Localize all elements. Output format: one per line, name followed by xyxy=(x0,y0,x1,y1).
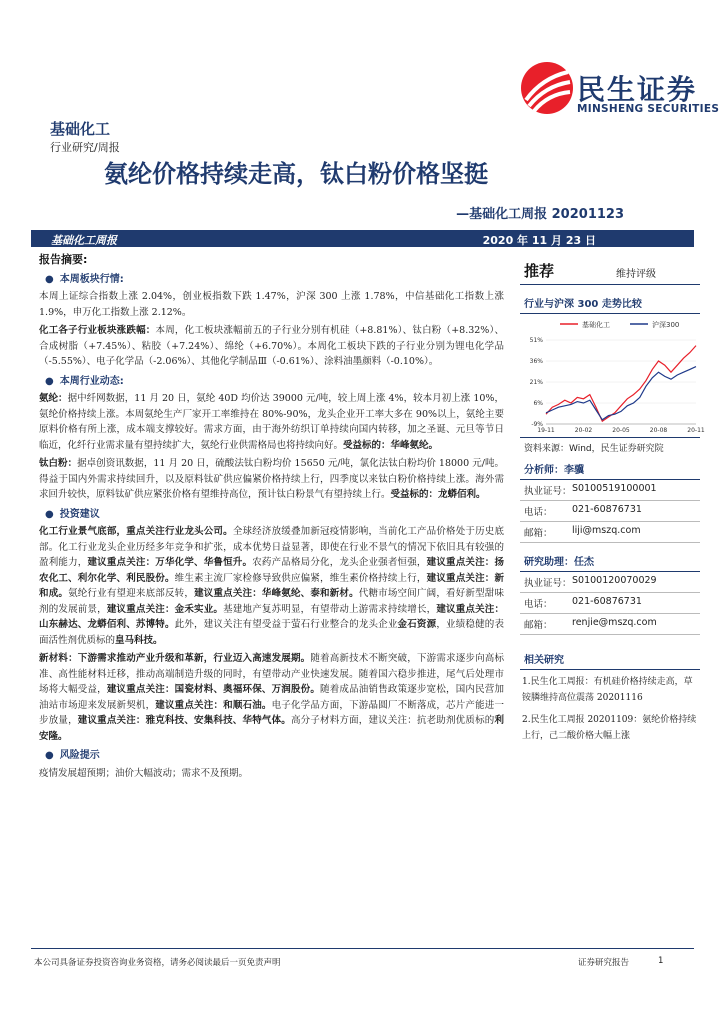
paragraph xyxy=(39,766,504,782)
bold-text: 钛白粉： xyxy=(39,458,78,469)
contact-row xyxy=(520,522,700,543)
bold-text: 受益标的：华峰氨纶。 xyxy=(343,439,439,451)
paragraph xyxy=(39,391,504,453)
paragraph xyxy=(39,456,504,503)
text-run: 农药产品格局分化，龙头企业强者恒强， xyxy=(252,557,427,568)
section-heading xyxy=(45,374,504,390)
related-research-title: 相关研究 xyxy=(520,649,700,670)
bold-text: 建议重点关注：新和成。 xyxy=(39,572,504,599)
bold-text: 受益标的：龙蟒佰利。 xyxy=(390,489,486,500)
minsheng-logo-icon xyxy=(520,60,574,116)
contact-label: 执业证号： xyxy=(524,486,572,497)
banner-report-name: 基础化工周报 xyxy=(51,234,117,247)
bold-text: 建议重点关注：万华化学、华鲁恒升。 xyxy=(87,557,253,568)
text-run: 代糖市场空间广阔，看好新型甜味剂的发展前景， xyxy=(39,588,504,615)
bold-text: 建议重点关注：和顺石油。 xyxy=(155,699,272,711)
related-report-item[interactable]: 2.民生化工周报 20201109：氨纶价格持续上行，己二酸价格大幅上涨 xyxy=(522,715,697,741)
sidebar xyxy=(520,256,705,754)
x-tick-label: 19-11 xyxy=(537,427,555,434)
related-report-item[interactable]: 1.民生化工周报：有机硅价格持续走高，草铵膦维持高位震荡 20201116 xyxy=(522,677,693,703)
section-title: 风险提示 xyxy=(59,750,100,761)
contact-label: 邮箱： xyxy=(524,528,553,539)
text-run: 全球经济放缓叠加新冠疫情影响，当前化工产品价格处于历史底部。化工行业龙头企业历经多年竞争和扩张，成本优势日益显著，即使在行业不景气的情况下依旧具有较强的盈利能力， xyxy=(39,526,504,568)
contact-value: S0100120070029 xyxy=(572,575,657,586)
bold-text: 建议重点关注：华峰氨纶、泰和新材。 xyxy=(194,588,359,599)
rating-label: 推荐 xyxy=(524,262,555,280)
bullet-icon: ● xyxy=(45,750,54,761)
text-run: 随着高新技术不断突破，下游需求逐步向高标准、高性能材料迁移，推动高端制造升级的同时，有望带动产业快速发展。随着国六稳步推进，尾气后处理市场将大幅受益， xyxy=(39,653,504,695)
contact-row xyxy=(520,614,700,635)
paragraph xyxy=(39,524,504,648)
section-title: 投资建议 xyxy=(59,508,100,520)
rating-row xyxy=(520,256,700,285)
contact-row xyxy=(520,593,700,614)
x-tick-label: 20-11 xyxy=(687,427,705,434)
bold-text: 建议重点关注：雅克科技、安集科技、华特气体。 xyxy=(77,715,291,726)
paragraph xyxy=(39,323,504,370)
contact-value: 021-60876731 xyxy=(572,596,642,607)
text-run: 电子化学品方面，下游晶圆厂不断落成，芯片产能进一步放量， xyxy=(39,699,504,726)
contact-value: 021-60876731 xyxy=(572,504,642,515)
y-tick-label: 21% xyxy=(529,379,543,386)
text-run: 随着成品油销售政策逐步宽松，国内民营加油站市场迎来发展新契机， xyxy=(39,684,504,711)
section-title: 本周板块行情: xyxy=(59,273,124,285)
contact-label: 电话： xyxy=(524,599,553,610)
text-run: 本周上证综合指数上涨 2.04%，创业板指数下跌 1.47%，沪深 300 上涨 1.78%，中信基础化工指数上涨 1.9%，申万化工指数上涨 2.12%。 xyxy=(39,291,504,318)
bold-text: 利安隆。 xyxy=(39,715,504,742)
assistant-info xyxy=(520,572,700,635)
header-banner xyxy=(31,230,694,247)
section-heading xyxy=(45,748,504,764)
contact-label: 邮箱： xyxy=(524,620,553,631)
bold-text: 建议重点关注：国瓷材料、奥福环保、万润股份。 xyxy=(106,684,321,695)
bold-text: 建议重点关注：山东赫达、龙蟒佰利、苏博特。 xyxy=(39,603,504,630)
footer-disclaimer: 本公司具备证券投资咨询业务资格，请务必阅读最后一页免责声明 xyxy=(34,958,281,968)
abstract-heading: 报告摘要: xyxy=(39,253,88,266)
page-title: 氨纶价格持续走高，钛白粉价格坚挺 xyxy=(104,160,488,188)
y-tick-label: -9% xyxy=(531,421,543,428)
text-run: 据卓创资讯数据，11 月 20 日，硫酸法钛白粉均价 15650 元/吨，氯化法钛白粉均价 18000 元/吨。得益于国内外需求持续回升，以及原料钛矿供应偏紧价格持续上行，四季度以来钛白粉价格持续上涨。海外需求回升较快，原料钛矿供应紧张价格有望维持高位，预计钛白粉景气有望持续上行。 xyxy=(39,458,504,500)
y-tick-label: 36% xyxy=(529,358,543,365)
footer-divider xyxy=(31,948,694,949)
industry-name: 基础化工 xyxy=(50,120,111,138)
bold-text: 金石资源 xyxy=(397,619,437,630)
section-title: 本周行业动态: xyxy=(59,375,124,387)
legend-label: 基础化工 xyxy=(582,321,610,329)
text-run: 疫情发展超预期；油价大幅波动；需求不及预期。 xyxy=(39,767,249,779)
series-line xyxy=(546,346,696,422)
x-tick-label: 20-05 xyxy=(612,427,630,434)
text-run: 维生素主流厂家检修导致供应偏紧，维生素价格持续上行， xyxy=(174,572,427,584)
series-line xyxy=(546,367,696,420)
text-run: 本周，化工板块涨幅前五的子行业分别有机硅（+8.81%）、钛白粉（+8.32%）、合成树脂（+7.45%）、粘胶（+7.24%）、绵纶（+6.70%）。本周化工板块下跌的子行业分别为锂电化学品（-5.55%）、电子化学品（-2.06%）、其他化学制品Ⅲ（-0.61%）、涂料油墨颜料（-0.10%）。 xyxy=(39,325,504,367)
section-heading xyxy=(45,507,504,523)
bold-text: 建议重点关注：扬农化工、利尔化学、利民股份。 xyxy=(39,557,504,584)
abstract-body xyxy=(39,272,504,782)
contact-value: liji@mszq.com xyxy=(572,525,641,536)
paragraph xyxy=(39,289,504,320)
bullet-icon: ● xyxy=(45,375,54,387)
text-run: 氨纶行业有望迎来底部反转， xyxy=(68,588,195,599)
contact-value: renjie@mszq.com xyxy=(572,617,657,628)
chart-source: 资料来源：Wind，民生证券研究院 xyxy=(520,437,700,457)
x-tick-label: 20-08 xyxy=(649,427,668,434)
rating-value: 维持评级 xyxy=(616,269,656,280)
page-subtitle: —基础化工周报 20201123 xyxy=(456,207,624,222)
footer-label: 证券研究报告 xyxy=(578,958,630,968)
banner-date: 2020 年 11 月 23 日 xyxy=(482,234,596,247)
chart-title: 行业与沪深 300 走势比较 xyxy=(520,293,700,314)
contact-label: 电话： xyxy=(524,507,553,518)
text-run: ，业绩稳健的表面活性剂优质标的 xyxy=(39,619,504,646)
related-research-list xyxy=(520,670,700,754)
bold-text: 化工行业景气底部，重点关注行业龙头公司。 xyxy=(39,526,233,537)
contact-row xyxy=(520,501,700,522)
bold-text: 化工各子行业板块涨跌幅： xyxy=(39,325,156,336)
logo-english-text: MINSHENG SECURITIES xyxy=(577,103,720,115)
legend-label: 沪深300 xyxy=(652,321,680,329)
bullet-icon: ● xyxy=(45,273,54,285)
x-tick-label: 20-02 xyxy=(574,427,593,434)
text-run: 基建地产复苏明显，有望带动上游需求持续增长， xyxy=(223,603,437,615)
analyst-title: 分析师：李骥 xyxy=(520,459,700,480)
analyst-info xyxy=(520,480,700,543)
report-type: 行业研究/周报 xyxy=(50,141,120,154)
bold-text: 新材料：下游需求推动产业升级和革新，行业迈入高速发展期。 xyxy=(39,653,311,664)
y-tick-label: 6% xyxy=(533,400,543,407)
y-tick-label: 51% xyxy=(529,337,543,344)
text-run: 此外，建议关注有望受益于萤石行业整合的龙头企业 xyxy=(174,619,398,630)
bold-text: 建议重点关注：金禾实业。 xyxy=(106,603,224,615)
contact-row xyxy=(520,572,700,593)
logo-text: 民生证券 xyxy=(577,73,698,106)
section-heading xyxy=(45,272,504,288)
contact-value: S0100519100001 xyxy=(572,483,657,494)
bold-text: 氨纶： xyxy=(39,393,68,404)
assistant-title: 研究助理：任杰 xyxy=(520,551,700,572)
contact-label: 执业证号： xyxy=(524,578,572,589)
abstract-column xyxy=(39,252,504,784)
page-number: 1 xyxy=(658,956,664,966)
text-run: 据中纤网数据，11 月 20 日，氨纶 40D 均价达 39000 元/吨，较上周上涨 4%，较本月初上涨 10%，氨纶价格持续上涨。本周氨纶生产厂家开工率维持在 80%-90%，龙头企业开工率大多在 90%以上，氨纶主要原料价格有所上涨，成本端支撑较好。需求方面，由于海外纺织订单持续向国内转移，加之圣诞、元旦等节日临近，化纤行业需求量有望持续扩大，氨纶行业供需格局也将持续向好。 xyxy=(39,393,504,451)
trend-chart xyxy=(520,314,705,434)
bold-text: 皇马科技。 xyxy=(115,634,163,646)
bullet-icon: ● xyxy=(45,508,54,520)
paragraph xyxy=(39,651,504,744)
contact-row xyxy=(520,480,700,501)
text-run: 高分子材料方面，建议关注：抗老助剂优质标的 xyxy=(290,715,495,726)
